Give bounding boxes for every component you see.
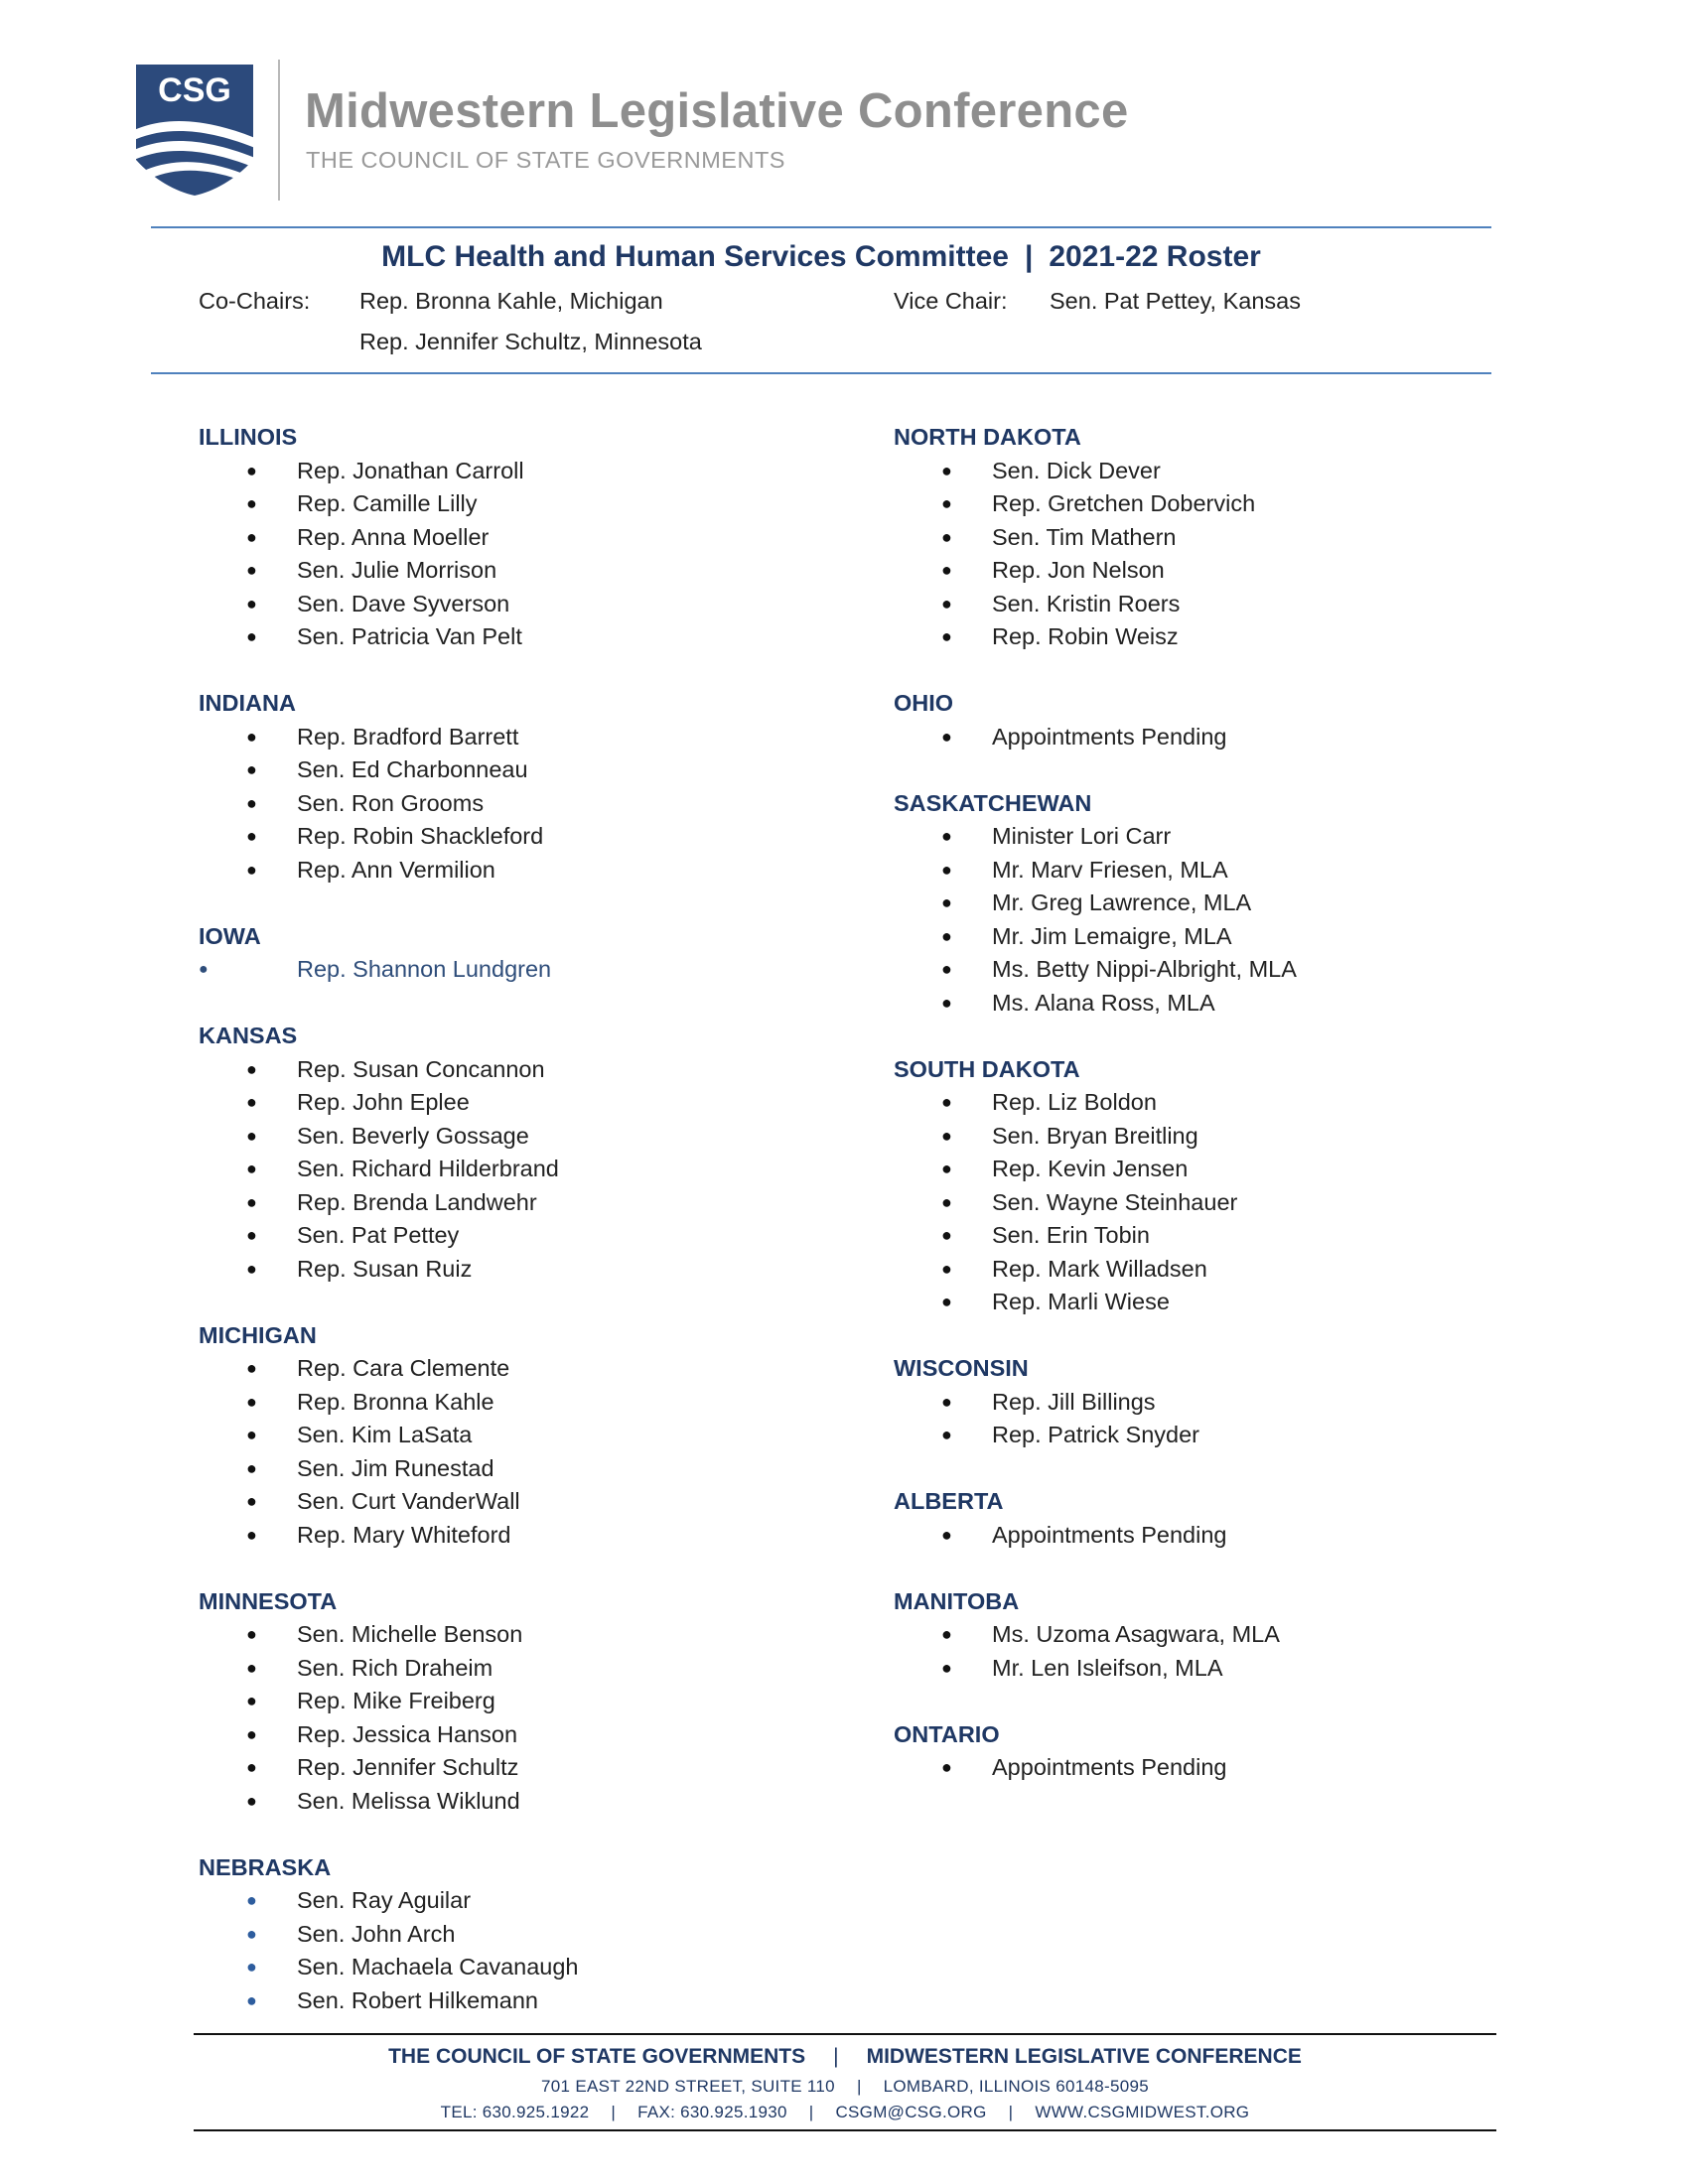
bullet-icon: ● xyxy=(941,1524,952,1545)
bullet-icon: ● xyxy=(246,1923,257,1944)
bullet-icon: ● xyxy=(941,493,952,513)
section-heading: SOUTH DAKOTA xyxy=(894,1055,1080,1082)
list-item xyxy=(199,1086,755,1120)
member-name: Rep. Jill Billings xyxy=(992,1388,1156,1415)
member-name: Mr. Len Isleifson, MLA xyxy=(992,1654,1223,1681)
bullet-icon: ● xyxy=(941,859,952,880)
section-heading: ALBERTA xyxy=(894,1488,1004,1514)
list-item xyxy=(894,1652,1450,1686)
member-list xyxy=(199,953,755,987)
list-item xyxy=(894,1186,1450,1220)
footer-separator: | xyxy=(856,2077,862,2096)
member-name: Sen. Machaela Cavanaugh xyxy=(297,1954,579,1979)
bullet-icon: ● xyxy=(246,1258,257,1279)
bullet-icon: ● xyxy=(941,826,952,846)
footer-address: 701 EAST 22ND STREET, SUITE 110 xyxy=(541,2077,835,2096)
bullet-icon: ● xyxy=(199,961,209,978)
member-name: Sen. Melissa Wiklund xyxy=(297,1787,520,1814)
bullet-icon: ● xyxy=(246,1524,257,1545)
member-name: Rep. Robin Weisz xyxy=(992,623,1179,649)
bullet-icon: ● xyxy=(246,1624,257,1644)
footer-city: LOMBARD, ILLINOIS 60148-5095 xyxy=(883,2077,1149,2096)
member-name: Rep. Patrick Snyder xyxy=(992,1422,1199,1447)
bullet-icon: ● xyxy=(941,1292,952,1311)
list-item xyxy=(199,721,755,754)
member-name: Rep. Robin Shackleford xyxy=(297,823,544,849)
bullet-icon: ● xyxy=(246,1790,257,1811)
member-name: Rep. John Eplee xyxy=(297,1089,470,1115)
list-item xyxy=(199,1984,755,2018)
member-name: Rep. Brenda Landwehr xyxy=(297,1188,537,1215)
list-item xyxy=(199,521,755,555)
member-list xyxy=(894,1386,1450,1452)
section-illinois xyxy=(199,421,755,654)
bullet-icon: ● xyxy=(246,560,257,580)
footer-org-right: MIDWESTERN LEGISLATIVE CONFERENCE xyxy=(866,2045,1302,2068)
bullet-icon: ● xyxy=(246,1125,257,1146)
list-item xyxy=(199,1352,755,1386)
member-list xyxy=(894,455,1450,654)
bullet-icon: ● xyxy=(941,1757,952,1777)
list-item xyxy=(894,521,1450,555)
member-name: Sen. Tim Mathern xyxy=(992,523,1177,550)
member-name: Sen. Ray Aguilar xyxy=(297,1887,472,1913)
bullet-icon: ● xyxy=(246,493,257,513)
footer-separator: | xyxy=(808,2103,814,2121)
bullet-icon: ● xyxy=(246,1657,257,1678)
bullet-icon: ● xyxy=(246,726,257,747)
member-name: Rep. Bronna Kahle xyxy=(297,1388,494,1415)
section-wisconsin xyxy=(894,1352,1450,1452)
list-item xyxy=(199,1485,755,1519)
member-name: Rep. Camille Lilly xyxy=(297,490,478,516)
bullet-icon: ● xyxy=(941,1258,952,1279)
bullet-icon: ● xyxy=(246,792,257,813)
list-item xyxy=(199,588,755,621)
bullet-icon: ● xyxy=(246,826,257,846)
member-name: Appointments Pending xyxy=(992,1754,1227,1780)
member-name: Rep. Cara Clemente xyxy=(297,1355,510,1381)
list-item xyxy=(199,1785,755,1819)
list-item xyxy=(894,987,1450,1021)
list-item xyxy=(894,620,1450,654)
member-name: Sen. Robert Hilkemann xyxy=(297,1986,538,2013)
bullet-icon: ● xyxy=(941,626,952,646)
member-name: Ms. Uzoma Asagwara, MLA xyxy=(992,1621,1280,1647)
list-item xyxy=(199,1918,755,1952)
section-ohio xyxy=(894,687,1450,753)
header-logo xyxy=(136,60,1129,208)
logo-text: CSG xyxy=(158,71,231,109)
footer-tel: TEL: 630.925.1922 xyxy=(440,2103,590,2121)
member-name: Rep. Susan Concannon xyxy=(297,1055,545,1082)
header-rule-bottom xyxy=(151,372,1491,374)
list-item xyxy=(199,1951,755,1984)
member-name: Sen. Dick Dever xyxy=(992,457,1161,483)
bullet-icon: ● xyxy=(941,726,952,747)
section-nebraska xyxy=(199,1851,755,2018)
bullet-icon: ● xyxy=(941,1159,952,1178)
bullet-icon: ● xyxy=(246,1691,257,1710)
bullet-icon: ● xyxy=(246,1225,257,1245)
cochair-1: Rep. Bronna Kahle, Michigan xyxy=(359,288,663,314)
list-item xyxy=(894,455,1450,488)
member-list xyxy=(894,820,1450,1020)
footer-rule-bottom xyxy=(194,2129,1496,2131)
member-list xyxy=(199,721,755,887)
list-item xyxy=(894,1286,1450,1319)
list-item xyxy=(199,1053,755,1087)
member-list xyxy=(199,455,755,654)
bullet-icon: ● xyxy=(246,526,257,547)
list-item xyxy=(894,887,1450,920)
list-item xyxy=(894,820,1450,854)
section-heading: NORTH DAKOTA xyxy=(894,424,1081,450)
bullet-icon: ● xyxy=(941,992,952,1013)
member-name: Mr. Greg Lawrence, MLA xyxy=(992,889,1252,915)
member-name: Sen. Curt VanderWall xyxy=(297,1488,520,1514)
member-name: Rep. Mark Willadsen xyxy=(992,1255,1207,1282)
member-name: Sen. John Arch xyxy=(297,1920,456,1947)
bullet-icon: ● xyxy=(246,1058,257,1079)
csg-logo-icon xyxy=(136,65,253,196)
list-item xyxy=(894,1153,1450,1186)
bullet-icon: ● xyxy=(246,593,257,614)
member-name: Sen. Beverly Gossage xyxy=(297,1122,529,1149)
list-item xyxy=(199,820,755,854)
org-subtitle: THE COUNCIL OF STATE GOVERNMENTS xyxy=(306,147,785,173)
member-name: Rep. Jessica Hanson xyxy=(297,1720,518,1747)
bullet-icon: ● xyxy=(941,526,952,547)
member-list xyxy=(894,1618,1450,1685)
bullet-icon: ● xyxy=(246,1092,257,1112)
member-name: Rep. Mary Whiteford xyxy=(297,1521,511,1548)
bullet-icon: ● xyxy=(246,1989,257,2010)
bullet-icon: ● xyxy=(941,1225,952,1245)
member-name: Sen. Pat Pettey xyxy=(297,1222,460,1248)
title-roster: 2021-22 Roster xyxy=(1049,240,1261,273)
list-item xyxy=(894,487,1450,521)
bullet-icon: ● xyxy=(941,1125,952,1146)
section-heading: MICHIGAN xyxy=(199,1321,317,1348)
list-item xyxy=(894,588,1450,621)
bullet-icon: ● xyxy=(246,1358,257,1378)
bullet-icon: ● xyxy=(941,1657,952,1678)
section-michigan xyxy=(199,1319,755,1553)
list-item xyxy=(199,1884,755,1918)
list-item xyxy=(199,1718,755,1752)
list-item xyxy=(199,1120,755,1154)
member-name: Sen. Kristin Roers xyxy=(992,590,1181,616)
member-list xyxy=(894,1751,1450,1785)
list-item xyxy=(199,953,755,987)
vicechair: Sen. Pat Pettey, Kansas xyxy=(1050,288,1301,314)
list-item xyxy=(199,1419,755,1452)
footer-org-left: THE COUNCIL OF STATE GOVERNMENTS xyxy=(388,2045,806,2068)
section-heading: ONTARIO xyxy=(894,1720,1000,1747)
footer-website[interactable]: WWW.CSGMIDWEST.ORG xyxy=(1035,2103,1250,2121)
member-name: Rep. Mike Freiberg xyxy=(297,1688,495,1713)
member-list xyxy=(199,1352,755,1552)
section-heading: MANITOBA xyxy=(894,1587,1020,1614)
list-item xyxy=(199,1652,755,1686)
bullet-icon: ● xyxy=(246,859,257,880)
list-item xyxy=(199,554,755,588)
bullet-icon: ● xyxy=(246,1391,257,1412)
section-north-dakota xyxy=(894,421,1450,654)
list-item xyxy=(894,854,1450,887)
roster-left-column xyxy=(199,421,755,2051)
section-heading: IOWA xyxy=(199,922,261,949)
bullet-icon: ● xyxy=(246,1723,257,1744)
section-manitoba xyxy=(894,1585,1450,1686)
member-list xyxy=(199,1618,755,1818)
member-name: Rep. Jon Nelson xyxy=(992,557,1165,583)
member-name: Sen. Wayne Steinhauer xyxy=(992,1188,1238,1215)
header-rule-top xyxy=(151,226,1491,228)
bullet-icon: ● xyxy=(246,1191,257,1212)
section-heading: WISCONSIN xyxy=(894,1355,1029,1381)
member-name: Sen. Dave Syverson xyxy=(297,590,510,616)
member-name: Rep. Jennifer Schultz xyxy=(297,1754,519,1780)
member-name: Sen. Ed Charbonneau xyxy=(297,756,528,782)
section-heading: ILLINOIS xyxy=(199,424,298,450)
footer-fax: FAX: 630.925.1930 xyxy=(637,2103,787,2121)
member-list xyxy=(199,1884,755,2017)
logo-divider xyxy=(278,60,280,201)
title-committee: MLC Health and Human Services Committee xyxy=(381,240,1009,273)
list-item xyxy=(199,1219,755,1253)
bullet-icon: ● xyxy=(941,1391,952,1412)
footer-orgs xyxy=(194,2045,1496,2069)
member-list xyxy=(199,1053,755,1287)
member-list xyxy=(894,1519,1450,1553)
member-name: Rep. Ann Vermilion xyxy=(297,856,495,883)
footer-separator: | xyxy=(833,2045,839,2068)
member-name: Rep. Marli Wiese xyxy=(992,1289,1170,1314)
member-name: Sen. Erin Tobin xyxy=(992,1222,1150,1248)
footer-email[interactable]: CSGM@CSG.ORG xyxy=(835,2103,987,2121)
member-name: Sen. Patricia Van Pelt xyxy=(297,623,522,649)
member-name: Rep. Anna Moeller xyxy=(297,523,490,550)
member-name: Appointments Pending xyxy=(992,723,1227,750)
member-name: Ms. Alana Ross, MLA xyxy=(992,989,1215,1016)
list-item xyxy=(199,620,755,654)
page-title xyxy=(151,240,1491,274)
list-item xyxy=(199,1519,755,1553)
member-list xyxy=(894,1086,1450,1319)
bullet-icon: ● xyxy=(941,593,952,614)
member-name: Sen. Rich Draheim xyxy=(297,1654,493,1681)
list-item xyxy=(894,1086,1450,1120)
list-item xyxy=(199,787,755,821)
list-item xyxy=(894,1751,1450,1785)
member-name: Mr. Marv Friesen, MLA xyxy=(992,856,1228,883)
section-indiana xyxy=(199,687,755,887)
list-item xyxy=(894,1519,1450,1553)
bullet-icon: ● xyxy=(941,892,952,912)
cochair-2: Rep. Jennifer Schultz, Minnesota xyxy=(359,329,702,354)
member-name: Rep. Gretchen Dobervich xyxy=(992,490,1256,516)
bullet-icon: ● xyxy=(941,460,952,480)
footer-address-line xyxy=(194,2077,1496,2097)
section-heading: OHIO xyxy=(894,690,954,716)
bullet-icon: ● xyxy=(246,1890,257,1910)
member-name: Sen. Richard Hilderbrand xyxy=(297,1156,559,1181)
list-item xyxy=(199,1685,755,1718)
member-name: Rep. Jonathan Carroll xyxy=(297,457,524,483)
section-heading: MINNESOTA xyxy=(199,1587,338,1614)
footer-separator: | xyxy=(611,2103,617,2121)
bullet-icon: ● xyxy=(246,759,257,779)
member-name: Rep. Shannon Lundgren xyxy=(297,956,552,982)
member-name: Sen. Kim LaSata xyxy=(297,1422,473,1447)
member-name: Mr. Jim Lemaigre, MLA xyxy=(992,922,1232,949)
member-name: Minister Lori Carr xyxy=(992,823,1172,849)
bullet-icon: ● xyxy=(246,1491,257,1511)
list-item xyxy=(199,1153,755,1186)
list-item xyxy=(199,1452,755,1486)
roster-right-column xyxy=(894,421,1450,1818)
list-item xyxy=(894,1120,1450,1154)
bullet-icon: ● xyxy=(941,959,952,979)
member-name: Ms. Betty Nippi-Albright, MLA xyxy=(992,956,1297,982)
bullet-icon: ● xyxy=(941,1092,952,1112)
list-item xyxy=(199,1386,755,1420)
section-heading: SASKATCHEWAN xyxy=(894,789,1092,816)
list-item xyxy=(894,1253,1450,1287)
list-item xyxy=(894,721,1450,754)
list-item xyxy=(199,1186,755,1220)
bullet-icon: ● xyxy=(941,925,952,946)
cochairs-label: Co-Chairs: xyxy=(199,288,311,314)
list-item xyxy=(894,1219,1450,1253)
member-list xyxy=(894,721,1450,754)
section-alberta xyxy=(894,1485,1450,1552)
member-name: Rep. Bradford Barrett xyxy=(297,723,519,750)
member-name: Rep. Susan Ruiz xyxy=(297,1255,473,1282)
list-item xyxy=(199,455,755,488)
member-name: Rep. Liz Boldon xyxy=(992,1089,1157,1115)
member-name: Rep. Kevin Jensen xyxy=(992,1156,1189,1181)
member-name: Sen. Michelle Benson xyxy=(297,1621,523,1647)
bullet-icon: ● xyxy=(941,1425,952,1444)
footer-rule-top xyxy=(194,2033,1496,2035)
list-item xyxy=(199,487,755,521)
org-name: Midwestern Legislative Conference xyxy=(305,84,1129,138)
member-name: Sen. Bryan Breitling xyxy=(992,1122,1198,1149)
footer-contact-line xyxy=(194,2103,1496,2122)
section-south-dakota xyxy=(894,1053,1450,1319)
bullet-icon: ● xyxy=(246,1159,257,1178)
member-name: Sen. Julie Morrison xyxy=(297,557,497,583)
bullet-icon: ● xyxy=(246,1425,257,1444)
section-heading: INDIANA xyxy=(199,690,296,716)
list-item xyxy=(894,1386,1450,1420)
section-ontario xyxy=(894,1718,1450,1785)
bullet-icon: ● xyxy=(246,1757,257,1777)
list-item xyxy=(199,1751,755,1785)
title-separator: | xyxy=(1024,240,1034,273)
section-iowa xyxy=(199,920,755,987)
list-item xyxy=(894,920,1450,954)
list-item xyxy=(199,1618,755,1652)
section-kansas xyxy=(199,1020,755,1286)
list-item xyxy=(199,1253,755,1287)
list-item xyxy=(894,1419,1450,1452)
member-name: Sen. Jim Runestad xyxy=(297,1454,494,1481)
bullet-icon: ● xyxy=(941,560,952,580)
bullet-icon: ● xyxy=(246,460,257,480)
section-saskatchewan xyxy=(894,787,1450,1021)
bullet-icon: ● xyxy=(941,1624,952,1644)
footer-separator: | xyxy=(1008,2103,1014,2121)
bullet-icon: ● xyxy=(246,626,257,646)
list-item xyxy=(894,1618,1450,1652)
bullet-icon: ● xyxy=(941,1191,952,1212)
list-item xyxy=(199,854,755,887)
section-heading: KANSAS xyxy=(199,1023,298,1048)
list-item xyxy=(894,953,1450,987)
list-item xyxy=(894,554,1450,588)
member-name: Appointments Pending xyxy=(992,1521,1227,1548)
bullet-icon: ● xyxy=(246,1957,257,1977)
bullet-icon: ● xyxy=(246,1457,257,1478)
member-name: Sen. Ron Grooms xyxy=(297,789,485,816)
section-minnesota xyxy=(199,1585,755,1819)
vicechair-label: Vice Chair: xyxy=(894,288,1008,314)
list-item xyxy=(199,753,755,787)
section-heading: NEBRASKA xyxy=(199,1853,332,1880)
